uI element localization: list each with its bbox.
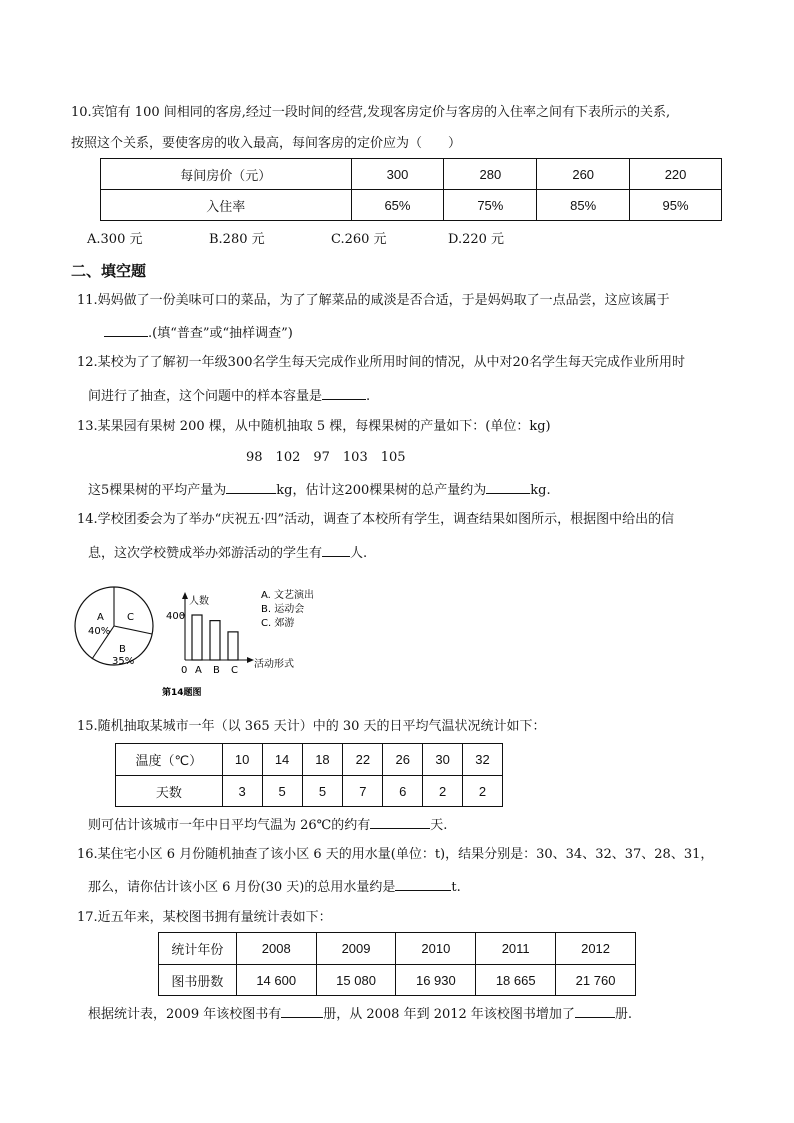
answer-blank[interactable] — [370, 815, 430, 829]
table-cell: 65% — [351, 190, 444, 221]
table-cell: 220 — [630, 159, 722, 190]
table-cell: 2012 — [556, 933, 636, 965]
x-origin-label: 0 — [181, 665, 188, 676]
q15-text-a: 则可估计该城市一年中日平均气温为 26℃的约有 — [88, 818, 371, 833]
pie-label-c: C — [127, 612, 134, 623]
q14-figure — [74, 584, 334, 698]
q16-text-a: 那么，请你估计该小区 6 月份(30 天)的总用水量约是 — [88, 880, 396, 895]
q15-text-b: 天. — [430, 818, 448, 833]
q13-values: 98 102 97 103 105 — [246, 450, 406, 465]
q16-line2 — [88, 877, 461, 897]
q17-text-c: 册. — [614, 1007, 633, 1022]
x-axis-arrow — [247, 657, 254, 663]
pie-label-a: A — [97, 612, 104, 623]
table-cell: 2010 — [396, 933, 476, 965]
table-cell: 3 — [222, 776, 262, 807]
table-cell: 14 600 — [236, 965, 316, 996]
answer-blank[interactable] — [322, 386, 366, 400]
option-d[interactable]: D.220 元 — [448, 232, 505, 247]
q14-text-b: 人. — [350, 546, 368, 561]
x-tick-c: C — [231, 665, 238, 676]
answer-blank[interactable] — [395, 877, 451, 891]
q12-line2-end: . — [366, 389, 371, 404]
q15-line1: 15.随机抽取某城市一年（以 365 天计）中的 30 天的日平均气温状况统计如下： — [77, 719, 546, 734]
answer-blank[interactable] — [281, 1004, 323, 1018]
table-cell: 300 — [351, 159, 444, 190]
x-tick-a: A — [195, 665, 202, 676]
y-axis-label: 人数 — [189, 596, 209, 607]
legend-item: B. 运动会 — [261, 604, 305, 615]
table-cell: 95% — [630, 190, 722, 221]
q12-line1: 12.某校为了了解初一年级300名学生每天完成作业所用时间的情况，从中对20名学生每天完成作业所用时 — [77, 355, 686, 370]
pie-chart — [75, 587, 153, 667]
q10-line2: 按照这个关系，要使客房的收入最高，每间客房的定价应为（ ） — [71, 136, 462, 151]
table-cell: 32 — [463, 744, 503, 776]
q11-line2 — [104, 323, 293, 343]
q11-line1: 11.妈妈做了一份美味可口的菜品，为了了解菜品的咸淡是否合适，于是妈妈取了一点品尝，这应该属于 — [77, 293, 670, 308]
table-cell: 统计年份 — [159, 933, 237, 965]
option-b[interactable]: B.280 元 — [209, 232, 265, 247]
q14-line2 — [88, 543, 367, 563]
q13-text-a: 这5棵果树的平均产量为 — [88, 483, 227, 498]
table-cell: 图书册数 — [159, 965, 237, 996]
q11-line2-text: .(填“普查”或“抽样调查”) — [148, 326, 293, 341]
pie-pct-a: 40% — [88, 626, 111, 637]
q16-text-b: t. — [451, 880, 461, 895]
figure-caption: 第14题图 — [162, 688, 202, 698]
option-c[interactable]: C.260 元 — [331, 232, 387, 247]
section-title: 二、填空题 — [71, 262, 147, 280]
q13-text-c: kg. — [530, 483, 551, 498]
table-row — [116, 776, 503, 807]
table-cell: 天数 — [116, 776, 223, 807]
table-row — [159, 965, 636, 996]
table-cell: 2008 — [236, 933, 316, 965]
q15-table — [115, 743, 503, 807]
option-a[interactable]: A.300 元 — [87, 232, 143, 247]
q10-line1: 10.宾馆有 100 间相同的客房,经过一段时间的经营,发现客房定价与客房的入住率之间有下表所示的关系, — [71, 105, 671, 120]
answer-blank[interactable] — [322, 543, 350, 557]
bar-a — [192, 615, 202, 660]
table-cell: 5 — [302, 776, 343, 807]
legend-item: A. 文艺演出 — [261, 590, 315, 601]
q10-table — [100, 158, 722, 221]
table-row — [101, 190, 722, 221]
table-cell: 14 — [262, 744, 302, 776]
y-axis-arrow — [182, 592, 188, 599]
q17-line2 — [88, 1004, 632, 1024]
table-cell: 26 — [383, 744, 423, 776]
table-cell: 2 — [423, 776, 463, 807]
q13-line3 — [88, 480, 551, 500]
x-tick-b: B — [213, 665, 220, 676]
bar-c — [228, 632, 238, 660]
table-cell: 75% — [444, 190, 537, 221]
table-cell: 每间房价（元） — [101, 159, 352, 190]
q16-line1: 16.某住宅小区 6 月份随机抽查了该小区 6 天的用水量(单位：t)，结果分别是：30、34、32、37、28、31， — [77, 847, 714, 862]
q17-text-a: 根据统计表，2009 年该校图书有 — [88, 1007, 282, 1022]
table-cell: 15 080 — [316, 965, 396, 996]
y-tick-label: 400 — [166, 611, 186, 622]
q12-line2-text: 间进行了抽查，这个问题中的样本容量是 — [88, 389, 323, 404]
q17-text-b: 册，从 2008 年到 2012 年该校图书增加了 — [323, 1007, 575, 1022]
table-cell: 5 — [262, 776, 302, 807]
q13-line1: 13.某果园有果树 200 棵，从中随机抽取 5 棵，每棵果树的产量如下：(单位：kg) — [77, 419, 551, 434]
table-row — [116, 744, 503, 776]
table-cell: 10 — [222, 744, 262, 776]
table-cell: 30 — [423, 744, 463, 776]
table-cell: 21 760 — [556, 965, 636, 996]
table-cell: 16 930 — [396, 965, 476, 996]
table-cell: 7 — [343, 776, 383, 807]
q13-text-b: kg，估计这200棵果树的总产量约为 — [276, 483, 487, 498]
answer-blank[interactable] — [226, 480, 276, 494]
table-cell: 温度（℃） — [116, 744, 223, 776]
answer-blank[interactable] — [575, 1004, 615, 1018]
table-row — [159, 933, 636, 965]
answer-blank[interactable] — [104, 323, 148, 337]
table-cell: 2 — [463, 776, 503, 807]
table-cell: 18 — [302, 744, 343, 776]
table-cell: 入住率 — [101, 190, 352, 221]
pie-pct-b: 35% — [112, 656, 135, 667]
q14-line1: 14.学校团委会为了举办“庆祝五·四”活动，调查了本校所有学生，调查结果如图所示，根据图中给出的信 — [77, 512, 675, 527]
legend-item: C. 郊游 — [261, 618, 295, 629]
q14-text-a: 息，这次学校赞成举办郊游活动的学生有 — [88, 546, 323, 561]
q15-line2 — [88, 815, 447, 835]
table-cell: 6 — [383, 776, 423, 807]
table-cell: 2011 — [476, 933, 556, 965]
table-cell: 22 — [343, 744, 383, 776]
x-axis-label: 活动形式 — [254, 659, 294, 670]
legend — [261, 588, 314, 629]
bar-b — [210, 621, 220, 660]
table-cell: 2009 — [316, 933, 396, 965]
q17-table — [158, 932, 636, 996]
table-cell: 260 — [537, 159, 630, 190]
q17-line1: 17.近五年来，某校图书拥有量统计表如下： — [77, 910, 332, 925]
q12-line2 — [88, 386, 370, 406]
table-row — [101, 159, 722, 190]
table-cell: 280 — [444, 159, 537, 190]
answer-blank[interactable] — [486, 480, 530, 494]
table-cell: 18 665 — [476, 965, 556, 996]
table-cell: 85% — [537, 190, 630, 221]
pie-label-b: B — [119, 644, 126, 655]
